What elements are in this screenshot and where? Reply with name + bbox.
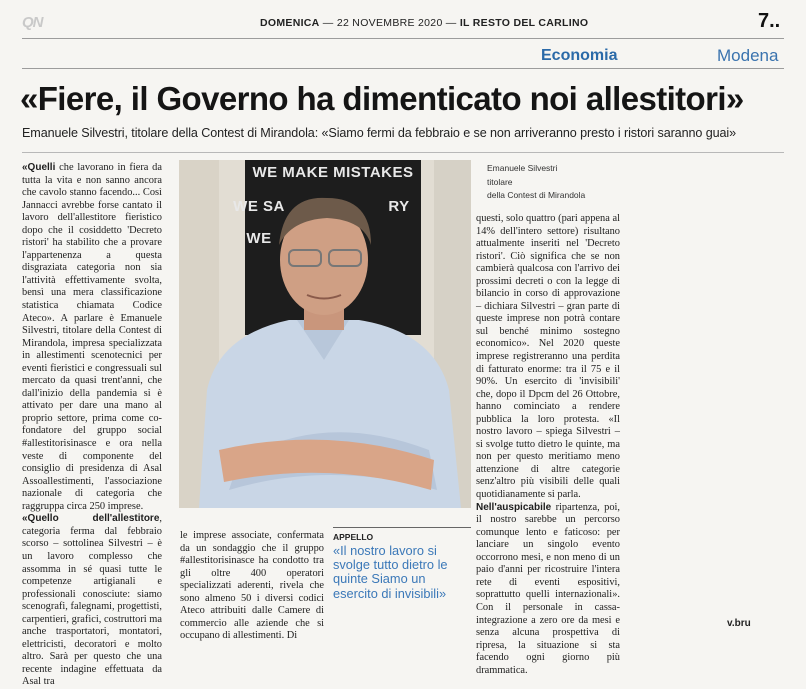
masthead-dateline: [260, 17, 588, 29]
paragraph-text: ripartenza, poi, il nostro sarebbe un percorso comunque lento e faticoso: per lanciare un singolo evento occorrono mesi, e non meno di un paio d'anni per ricostruire l'intera rete di eventi espositivi, soprattutto quelli internazionali». Con il personale in cassa-integrazione a zero ore da mesi e senza alcuna prospettiva di ripresa, la situazione si sta facendo ogni giorno più drammatica.: [476, 501, 620, 676]
banner-line: RY: [388, 198, 410, 215]
section-label: Economia: [541, 47, 618, 64]
paragraph-text: che lavorano in fiera da tutta la vita e non sanno ancora che cavolo stanno facendo... Così Jannacci avrebbe forse cantato il lavoro dell'allestitore fieristico dopo che il cosiddetto 'Decreto ristori' ha stabilito che a provare l'appartenenza a questa disgraziata categoria non sia l'attività effettivamente svolta, bensì una mera classificazione statistica chiamata Codice Ateco». A parlare è Emanuele Silvestri, titolare della Contest di Mirandola, impresa specializzata in allestimenti scenotecnici per eventi fieristici e congressuali sul mercato da quasi trent'anni, che dall'inizio della pandemia si è attivato per dare una mano al proprio settore, prima come co-fondatore del gruppo social #allestitorisinasce e ora nella veste di componente del consiglio di presidenza di Asal Assoallestimenti, l'associazione nazionale di categoria che raggruppa circa 250 imprese.: [22, 162, 162, 512]
paragraph: [476, 502, 620, 678]
masthead-paper: IL RESTO DEL CARLINO: [459, 17, 589, 29]
paragraph-lead: Nell'auspicabile: [476, 501, 552, 513]
article-column-3: [476, 213, 620, 677]
paragraph-text: , categoria ferma dal febbraio scorso – sottolinea Silvestri – è un lavoro complesso che assomma in sé quasi tutte le competenze artigianali e professionali conosciute: siamo scenografi, falegnami, progettisti, carpentieri, grafici, costruttori ma anche trasportatori, montatori, elettricisti, decoratori e molto altro. Sarà per questo che una recente indagine effettuata da Asal tra: [22, 513, 162, 688]
subhead-rule: [22, 152, 784, 153]
photo-caption: [487, 162, 627, 203]
caption-company: della Contest di Mirandola: [487, 190, 586, 200]
paragraph: questi, solo quattro (pari appena al 14% dell'intero settore) risultano attualmente inseriti nel 'Decreto ristori'. Ciò significa che se non cambierà qualcosa con l'arrivo dei prossimi decreti o con la legge di bilancio in corso di approvazione – dichiara Silvestri – gran parte di queste imprese non potrà contare sul benché minimo sostegno economico». Nel 2020 queste imprese registreranno una perdita di fatturato enorme: tra il 75 e il 90%. Un esercito di 'invisibili' che, dopo il Dpcm del 26 Ottobre, hanno cominciato a rendere pubblica la loro protesta. «Il nostro lavoro – spiega Silvestri – si svolge tutto dietro le quinte, ma non per questo meritiamo meno attenzione di altre categorie senz'altro più visibili delle quali quotidianamente si parla.: [476, 213, 620, 501]
caption-name: Emanuele Silvestri: [487, 163, 558, 173]
banner-line: WE MAKE MISTAKES: [252, 164, 414, 181]
paragraph-lead: «Quelli: [22, 162, 56, 173]
pullquote-text: «Il nostro lavoro si svolge tutto dietro le quinte Siamo un esercito di invisibili»: [333, 543, 448, 601]
pullquote-rule: [333, 527, 471, 528]
author-signature: v.bru: [727, 618, 751, 629]
masthead-date: — 22 NOVEMBRE 2020 —: [322, 17, 457, 29]
paragraph: [22, 513, 162, 689]
masthead-day: DOMENICA: [260, 17, 320, 29]
caption-role: titolare: [487, 176, 513, 187]
qn-logo: QN: [22, 14, 43, 31]
banner-line: WE: [246, 230, 272, 247]
top-rule: [22, 38, 784, 39]
section-rule: [22, 68, 784, 69]
paragraph: le imprese associate, confermata da un sondaggio che il gruppo #allestitorisinasce ha condotto tra gli oltre 400 operatori specializzati aderenti, rivela che sono almeno 50 i diversi codici Ateco attribuiti dalle Camere di commercio alle aziende che si occupano di allestimenti. Di: [180, 530, 324, 642]
portrait-photo: [179, 160, 471, 508]
paragraph: [22, 162, 162, 513]
article-headline: «Fiere, il Governo ha dimenticato noi allestitori»: [20, 80, 744, 117]
article-column-1: [22, 162, 162, 689]
article-column-2: [180, 530, 324, 643]
pullquote-kicker: APPELLO: [333, 532, 374, 542]
banner-line: WE SA: [233, 198, 285, 215]
paragraph-lead: «Quello dell'allestitore: [22, 513, 160, 525]
city-label: Modena: [717, 46, 779, 65]
article-subheadline: Emanuele Silvestri, titolare della Contest di Mirandola: «Siamo fermi da febbraio e se non arriveranno presto i ristori saranno guai»: [22, 126, 737, 140]
page-number: 7..: [758, 10, 781, 32]
